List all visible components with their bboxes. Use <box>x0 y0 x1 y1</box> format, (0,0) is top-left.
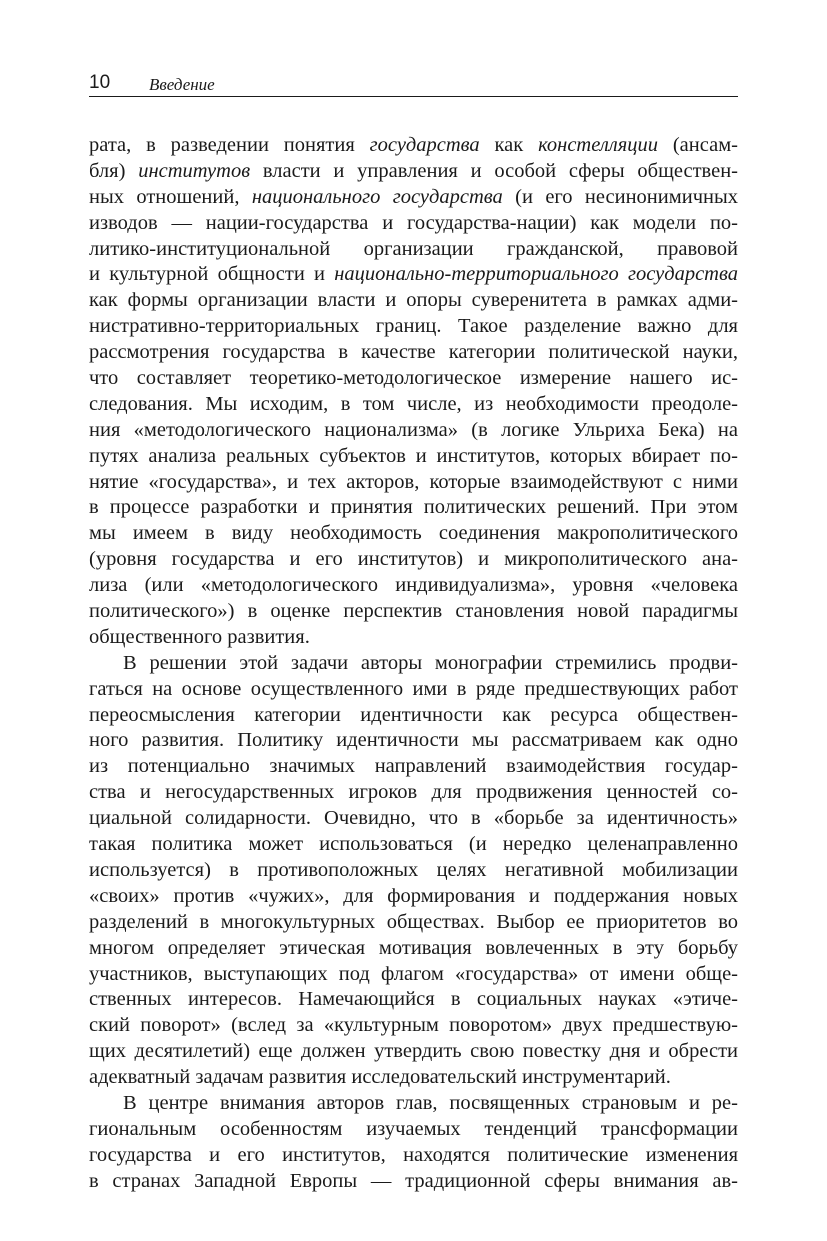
text-line: литико-институциональной организации гражданской, правовой <box>89 237 738 260</box>
body-text <box>89 133 738 1195</box>
text-line: что составляет теоретико-методологическое измерение нашего ис- <box>89 367 738 390</box>
text-line: бля) институтов власти и управления и особой сферы обществен- <box>89 159 738 182</box>
text-line: следования. Мы исходим, в том числе, из необходимости преодоле- <box>89 392 738 415</box>
text-line: циальной солидарности. Очевидно, что в «борьбе за идентичность» <box>89 807 738 830</box>
text-line: рассмотрения государства в качестве категории политической науки, <box>89 341 738 364</box>
text-line: переосмысления категории идентичности как ресурса обществен- <box>89 703 738 726</box>
text-line: рата, в разведении понятия государства как констелляции (ансам- <box>89 134 738 156</box>
text-line: общественного развития. <box>89 625 310 648</box>
text-line: путях анализа реальных субъектов и институтов, которых вбирает по- <box>89 444 738 467</box>
text-line: ства и негосударственных игроков для продвижения ценностей со- <box>89 781 738 804</box>
text-line: ственных интересов. Намечающийся в социальных науках «этиче- <box>89 988 738 1011</box>
text-line: используется) в противоположных целях негативной мобилизации <box>89 858 738 881</box>
text-line: участников, выступающих под флагом «государства» от имени обще- <box>89 962 738 985</box>
text-line: государства и его институтов, находятся политические изменения <box>89 1143 738 1166</box>
text-line: гиональным особенностям изучаемых тенденций трансформации <box>89 1117 738 1140</box>
text-line: гаться на основе осуществленного ими в ряде предшествующих работ <box>89 677 738 700</box>
text-line: ния «методологического национализма» (в логике Ульриха Бека) на <box>89 418 738 441</box>
text-line: из потенциально значимых направлений взаимодействия государ- <box>89 755 738 778</box>
text-line: в странах Западной Европы — традиционной сферы внимания ав- <box>89 1169 738 1192</box>
text-line: лиза (или «методологического индивидуализма», уровня «человека <box>89 574 738 597</box>
text-line: такая политика может использоваться (и нередко целенаправленно <box>89 833 738 856</box>
text-line: как формы организации власти и опоры суверенитета в рамках адми- <box>89 289 738 312</box>
text-line: адекватный задачам развития исследовательский инструментарий. <box>89 1066 671 1089</box>
text-line: мы имеем в виду необходимость соединения макрополитического <box>89 522 738 545</box>
text-line: нистративно-территориальных границ. Такое разделение важно для <box>89 315 738 338</box>
text-line: нятие «государства», и тех акторов, которые взаимодействуют с ними <box>89 470 738 493</box>
text-line: многом определяет этическая мотивация вовлеченных в эту борьбу <box>89 936 738 959</box>
text-line: разделений в многокультурных обществах. Выбор ее приоритетов во <box>89 910 738 933</box>
running-head <box>89 72 738 97</box>
text-line: «своих» против «чужих», для формирования и поддержания новых <box>89 884 738 907</box>
text-line: щих десятилетий) еще должен утвердить свою повестку дня и обрести <box>89 1040 738 1063</box>
text-line: изводов — нации-государства и государства-нации) как модели по- <box>89 211 738 234</box>
page-number: 10 <box>89 72 111 93</box>
text-line: В решении этой задачи авторы монографии стремились продви- <box>123 651 738 674</box>
text-line: ский поворот» (вслед за «культурным поворотом» двух предшествую- <box>89 1014 738 1037</box>
text-line: ного развития. Политику идентичности мы рассматриваем как одно <box>89 729 738 752</box>
text-line: политического») в оценке перспектив становления новой парадигмы <box>89 600 738 623</box>
section-title: Введение <box>149 75 215 94</box>
text-line: В центре внимания авторов глав, посвященных страновым и ре- <box>123 1091 738 1114</box>
text-line: в процессе разработки и принятия политических решений. При этом <box>89 496 738 519</box>
text-line: ных отношений, национального государства (и его несинонимичных <box>89 185 738 208</box>
text-line: (уровня государства и его институтов) и микрополитического ана- <box>89 548 738 571</box>
text-line: и культурной общности и национально-территориального государства <box>89 263 738 286</box>
